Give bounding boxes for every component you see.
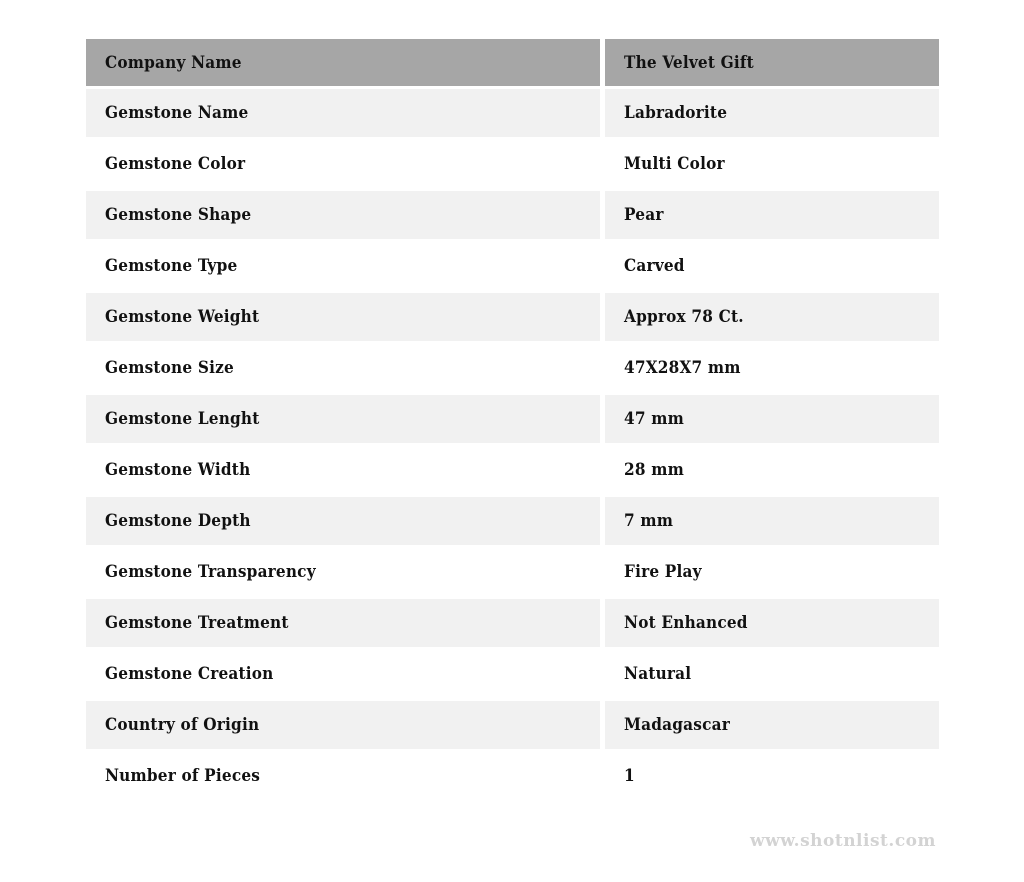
table-row (86, 344, 939, 395)
table-header (86, 39, 939, 89)
table-row (86, 140, 939, 191)
row-label-gemstone-shape: Gemstone Shape (86, 191, 605, 242)
table-row (86, 191, 939, 242)
row-value-gemstone-width: 28 mm (605, 446, 939, 497)
row-label-number-of-pieces: Number of Pieces (86, 752, 605, 803)
row-label-gemstone-type: Gemstone Type (86, 242, 605, 293)
row-label-gemstone-treatment: Gemstone Treatment (86, 599, 605, 650)
row-label-gemstone-lenght: Gemstone Lenght (86, 395, 605, 446)
row-label-gemstone-depth: Gemstone Depth (86, 497, 605, 548)
row-value-gemstone-size: 47X28X7 mm (605, 344, 939, 395)
row-value-number-of-pieces: 1 (605, 752, 939, 803)
table-row (86, 395, 939, 446)
row-label-gemstone-transparency: Gemstone Transparency (86, 548, 605, 599)
table-row (86, 752, 939, 803)
table-row (86, 89, 939, 140)
table-row (86, 446, 939, 497)
row-label-gemstone-width: Gemstone Width (86, 446, 605, 497)
table-body (86, 89, 939, 803)
table-row (86, 599, 939, 650)
row-value-gemstone-weight: Approx 78 Ct. (605, 293, 939, 344)
row-value-gemstone-creation: Natural (605, 650, 939, 701)
row-value-gemstone-depth: 7 mm (605, 497, 939, 548)
row-label-gemstone-weight: Gemstone Weight (86, 293, 605, 344)
header-value-company-name: The Velvet Gift (605, 39, 939, 89)
watermark-text: www.shotnlist.com (749, 831, 936, 851)
row-value-gemstone-transparency: Fire Play (605, 548, 939, 599)
row-label-country-of-origin: Country of Origin (86, 701, 605, 752)
row-label-gemstone-color: Gemstone Color (86, 140, 605, 191)
row-label-gemstone-name: Gemstone Name (86, 89, 605, 140)
row-label-gemstone-creation: Gemstone Creation (86, 650, 605, 701)
table-row (86, 293, 939, 344)
row-value-gemstone-color: Multi Color (605, 140, 939, 191)
table-row (86, 497, 939, 548)
table-header-row (86, 39, 939, 89)
table-row (86, 242, 939, 293)
row-value-gemstone-shape: Pear (605, 191, 939, 242)
row-value-country-of-origin: Madagascar (605, 701, 939, 752)
header-label-company-name: Company Name (86, 39, 605, 89)
row-value-gemstone-type: Carved (605, 242, 939, 293)
table-row (86, 701, 939, 752)
row-value-gemstone-lenght: 47 mm (605, 395, 939, 446)
row-value-gemstone-name: Labradorite (605, 89, 939, 140)
table-row (86, 650, 939, 701)
row-label-gemstone-size: Gemstone Size (86, 344, 605, 395)
gemstone-spec-table (86, 39, 939, 803)
row-value-gemstone-treatment: Not Enhanced (605, 599, 939, 650)
table-row (86, 548, 939, 599)
